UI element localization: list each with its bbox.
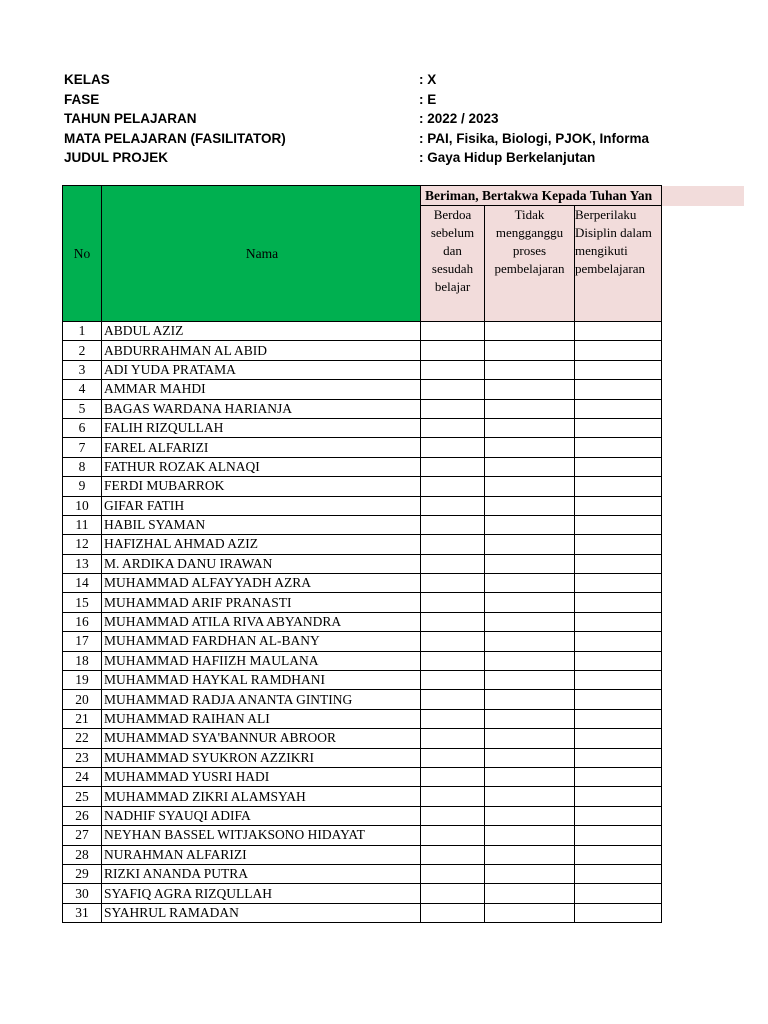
table-row [63, 671, 662, 690]
score-cell-berdoa[interactable] [421, 380, 485, 399]
score-cell-berdoa[interactable] [421, 845, 485, 864]
table-row [63, 515, 662, 534]
row-no: 6 [63, 418, 102, 437]
score-cell-berdoa[interactable] [421, 767, 485, 786]
score-cell-tidak-mengganggu[interactable] [485, 593, 575, 612]
table-row [63, 709, 662, 728]
score-cell-berdoa[interactable] [421, 574, 485, 593]
row-nama: MUHAMMAD RAIHAN ALI [102, 709, 421, 728]
score-cell-berdoa[interactable] [421, 748, 485, 767]
score-cell-disiplin[interactable] [575, 826, 662, 845]
row-no: 21 [63, 709, 102, 728]
table-row [63, 322, 662, 341]
score-cell-tidak-mengganggu[interactable] [485, 671, 575, 690]
score-cell-disiplin[interactable] [575, 612, 662, 631]
score-cell-tidak-mengganggu[interactable] [485, 612, 575, 631]
table-row [63, 496, 662, 515]
meta-judul-projek [64, 148, 768, 168]
row-nama: ADI YUDA PRATAMA [102, 360, 421, 379]
score-cell-disiplin[interactable] [575, 690, 662, 709]
row-no: 14 [63, 574, 102, 593]
score-cell-berdoa[interactable] [421, 690, 485, 709]
score-cell-disiplin[interactable] [575, 535, 662, 554]
table-row [63, 787, 662, 806]
score-cell-disiplin[interactable] [575, 515, 662, 534]
score-cell-tidak-mengganggu[interactable] [485, 360, 575, 379]
table-row [63, 574, 662, 593]
score-cell-disiplin[interactable] [575, 903, 662, 922]
score-cell-tidak-mengganggu[interactable] [485, 806, 575, 825]
score-cell-disiplin[interactable] [575, 399, 662, 418]
table-row [63, 748, 662, 767]
score-cell-tidak-mengganggu[interactable] [485, 457, 575, 476]
score-cell-tidak-mengganggu[interactable] [485, 845, 575, 864]
table-row [63, 341, 662, 360]
row-nama: FERDI MUBARROK [102, 477, 421, 496]
score-cell-berdoa[interactable] [421, 651, 485, 670]
header-no: No [63, 186, 102, 322]
row-no: 25 [63, 787, 102, 806]
score-cell-tidak-mengganggu[interactable] [485, 632, 575, 651]
row-no: 24 [63, 767, 102, 786]
header-group-beriman: Beriman, Bertakwa Kepada Tuhan Yan [421, 186, 662, 206]
row-nama: NURAHMAN ALFARIZI [102, 845, 421, 864]
meta-kelas [64, 70, 768, 90]
meta-label: KELAS [64, 72, 110, 87]
table-row [63, 651, 662, 670]
score-cell-tidak-mengganggu[interactable] [485, 322, 575, 341]
table-row [63, 593, 662, 612]
table-row [63, 767, 662, 786]
row-nama: GIFAR FATIH [102, 496, 421, 515]
score-cell-tidak-mengganggu[interactable] [485, 496, 575, 515]
score-cell-disiplin[interactable] [575, 477, 662, 496]
row-no: 9 [63, 477, 102, 496]
score-cell-disiplin[interactable] [575, 729, 662, 748]
row-nama: FALIH RIZQULLAH [102, 418, 421, 437]
score-cell-tidak-mengganggu[interactable] [485, 709, 575, 728]
row-nama: HAFIZHAL AHMAD AZIZ [102, 535, 421, 554]
row-nama: MUHAMMAD ATILA RIVA ABYANDRA [102, 612, 421, 631]
score-cell-berdoa[interactable] [421, 864, 485, 883]
table-row [63, 457, 662, 476]
score-cell-berdoa[interactable] [421, 399, 485, 418]
row-nama: M. ARDIKA DANU IRAWAN [102, 554, 421, 573]
student-rows [63, 322, 662, 923]
row-no: 17 [63, 632, 102, 651]
score-cell-disiplin[interactable] [575, 341, 662, 360]
row-nama: MUHAMMAD RADJA ANANTA GINTING [102, 690, 421, 709]
score-cell-berdoa[interactable] [421, 477, 485, 496]
score-cell-disiplin[interactable] [575, 864, 662, 883]
row-no: 3 [63, 360, 102, 379]
score-cell-berdoa[interactable] [421, 787, 485, 806]
score-cell-tidak-mengganggu[interactable] [485, 477, 575, 496]
row-no: 15 [63, 593, 102, 612]
score-cell-tidak-mengganggu[interactable] [485, 554, 575, 573]
header-sub-berdoa: Berdoa sebelum dan sesudah belajar [421, 206, 485, 322]
score-cell-disiplin[interactable] [575, 806, 662, 825]
row-nama: HABIL SYAMAN [102, 515, 421, 534]
row-no: 29 [63, 864, 102, 883]
table-row [63, 418, 662, 437]
score-cell-tidak-mengganggu[interactable] [485, 535, 575, 554]
row-no: 13 [63, 554, 102, 573]
score-cell-berdoa[interactable] [421, 884, 485, 903]
score-cell-berdoa[interactable] [421, 360, 485, 379]
score-cell-tidak-mengganggu[interactable] [485, 826, 575, 845]
row-nama: MUHAMMAD FARDHAN AL-BANY [102, 632, 421, 651]
table-row [63, 690, 662, 709]
row-no: 5 [63, 399, 102, 418]
row-no: 30 [63, 884, 102, 903]
header-sub-disiplin: Berperilaku Disiplin dalam mengikuti pembelajaran [575, 206, 662, 322]
row-no: 26 [63, 806, 102, 825]
score-cell-tidak-mengganggu[interactable] [485, 574, 575, 593]
row-no: 1 [63, 322, 102, 341]
row-no: 18 [63, 651, 102, 670]
table-row [63, 535, 662, 554]
row-no: 16 [63, 612, 102, 631]
score-cell-tidak-mengganggu[interactable] [485, 748, 575, 767]
score-cell-berdoa[interactable] [421, 729, 485, 748]
row-nama: ABDURRAHMAN AL ABID [102, 341, 421, 360]
score-cell-disiplin[interactable] [575, 496, 662, 515]
row-nama: SYAFIQ AGRA RIZQULLAH [102, 884, 421, 903]
meta-value: : 2022 / 2023 [419, 111, 499, 126]
score-cell-berdoa[interactable] [421, 438, 485, 457]
meta-label: JUDUL PROJEK [64, 150, 169, 165]
score-cell-disiplin[interactable] [575, 418, 662, 437]
score-cell-berdoa[interactable] [421, 457, 485, 476]
row-no: 12 [63, 535, 102, 554]
score-cell-disiplin[interactable] [575, 787, 662, 806]
row-nama: MUHAMMAD HAFIIZH MAULANA [102, 651, 421, 670]
row-no: 11 [63, 515, 102, 534]
score-cell-berdoa[interactable] [421, 322, 485, 341]
score-cell-berdoa[interactable] [421, 671, 485, 690]
table-row [63, 806, 662, 825]
score-cell-tidak-mengganggu[interactable] [485, 438, 575, 457]
row-no: 2 [63, 341, 102, 360]
score-cell-berdoa[interactable] [421, 593, 485, 612]
score-cell-berdoa[interactable] [421, 826, 485, 845]
score-cell-berdoa[interactable] [421, 806, 485, 825]
table-row [63, 864, 662, 883]
score-cell-tidak-mengganggu[interactable] [485, 418, 575, 437]
table-row [63, 554, 662, 573]
score-cell-tidak-mengganggu[interactable] [485, 864, 575, 883]
score-cell-disiplin[interactable] [575, 360, 662, 379]
score-cell-disiplin[interactable] [575, 767, 662, 786]
meta-fase [64, 90, 768, 110]
row-nama: MUHAMMAD HAYKAL RAMDHANI [102, 671, 421, 690]
row-nama: MUHAMMAD ZIKRI ALAMSYAH [102, 787, 421, 806]
table-row [63, 729, 662, 748]
row-nama: RIZKI ANANDA PUTRA [102, 864, 421, 883]
score-cell-disiplin[interactable] [575, 748, 662, 767]
score-cell-disiplin[interactable] [575, 709, 662, 728]
row-no: 4 [63, 380, 102, 399]
meta-label: FASE [64, 91, 100, 107]
score-cell-berdoa[interactable] [421, 632, 485, 651]
score-cell-disiplin[interactable] [575, 651, 662, 670]
score-cell-disiplin[interactable] [575, 380, 662, 399]
row-nama: FAREL ALFARIZI [102, 438, 421, 457]
score-cell-tidak-mengganggu[interactable] [485, 884, 575, 903]
meta-tahun-pelajaran [64, 109, 768, 129]
document-header [64, 70, 768, 170]
meta-mata-pelajaran [64, 129, 768, 149]
score-cell-disiplin[interactable] [575, 574, 662, 593]
score-cell-disiplin[interactable] [575, 322, 662, 341]
score-cell-disiplin[interactable] [575, 593, 662, 612]
score-cell-berdoa[interactable] [421, 612, 485, 631]
row-no: 7 [63, 438, 102, 457]
row-nama: MUHAMMAD YUSRI HADI [102, 767, 421, 786]
row-nama: AMMAR MAHDI [102, 380, 421, 399]
score-cell-berdoa[interactable] [421, 535, 485, 554]
table-row [63, 438, 662, 457]
meta-value: : X [419, 72, 437, 87]
row-no: 27 [63, 826, 102, 845]
score-cell-berdoa[interactable] [421, 341, 485, 360]
table-row [63, 632, 662, 651]
meta-value: : Gaya Hidup Berkelanjutan [419, 150, 596, 165]
table-row [63, 845, 662, 864]
table-row [63, 380, 662, 399]
row-nama: FATHUR ROZAK ALNAQI [102, 457, 421, 476]
score-cell-berdoa[interactable] [421, 554, 485, 573]
table-row [63, 826, 662, 845]
score-cell-berdoa[interactable] [421, 496, 485, 515]
table-row [63, 612, 662, 631]
row-nama: NADHIF SYAUQI ADIFA [102, 806, 421, 825]
table-row [63, 884, 662, 903]
row-nama: MUHAMMAD ALFAYYADH AZRA [102, 574, 421, 593]
table-row [63, 477, 662, 496]
score-cell-tidak-mengganggu[interactable] [485, 787, 575, 806]
score-cell-berdoa[interactable] [421, 709, 485, 728]
row-nama: SYAHRUL RAMADAN [102, 903, 421, 922]
score-cell-disiplin[interactable] [575, 671, 662, 690]
score-cell-tidak-mengganggu[interactable] [485, 651, 575, 670]
score-cell-tidak-mengganggu[interactable] [485, 903, 575, 922]
score-cell-disiplin[interactable] [575, 554, 662, 573]
score-cell-berdoa[interactable] [421, 418, 485, 437]
header-nama: Nama [102, 186, 421, 322]
row-nama: MUHAMMAD SYA'BANNUR ABROOR [102, 729, 421, 748]
row-no: 8 [63, 457, 102, 476]
score-cell-tidak-mengganggu[interactable] [485, 341, 575, 360]
table-row [63, 360, 662, 379]
score-cell-tidak-mengganggu[interactable] [485, 767, 575, 786]
score-cell-disiplin[interactable] [575, 884, 662, 903]
row-no: 28 [63, 845, 102, 864]
meta-value: : E [419, 91, 437, 107]
row-nama: MUHAMMAD ARIF PRANASTI [102, 593, 421, 612]
row-no: 10 [63, 496, 102, 515]
header-sub-tidak-mengganggu: Tidak mengganggu proses pembelajaran [485, 206, 575, 322]
row-nama: NEYHAN BASSEL WITJAKSONO HIDAYAT [102, 826, 421, 845]
score-cell-tidak-mengganggu[interactable] [485, 380, 575, 399]
table-row [63, 399, 662, 418]
row-nama: MUHAMMAD SYUKRON AZZIKRI [102, 748, 421, 767]
score-cell-disiplin[interactable] [575, 632, 662, 651]
score-cell-berdoa[interactable] [421, 515, 485, 534]
meta-label: MATA PELAJARAN (FASILITATOR) [64, 130, 286, 146]
score-cell-tidak-mengganggu[interactable] [485, 690, 575, 709]
row-no: 23 [63, 748, 102, 767]
score-cell-tidak-mengganggu[interactable] [485, 515, 575, 534]
row-nama: BAGAS WARDANA HARIANJA [102, 399, 421, 418]
score-cell-disiplin[interactable] [575, 438, 662, 457]
row-no: 20 [63, 690, 102, 709]
score-cell-tidak-mengganggu[interactable] [485, 729, 575, 748]
score-cell-disiplin[interactable] [575, 845, 662, 864]
meta-label: TAHUN PELAJARAN [64, 111, 197, 126]
score-cell-tidak-mengganggu[interactable] [485, 399, 575, 418]
score-cell-disiplin[interactable] [575, 457, 662, 476]
table-row [63, 903, 662, 922]
assessment-table [62, 185, 662, 923]
row-no: 31 [63, 903, 102, 922]
row-no: 22 [63, 729, 102, 748]
row-nama: ABDUL AZIZ [102, 322, 421, 341]
row-no: 19 [63, 671, 102, 690]
score-cell-berdoa[interactable] [421, 903, 485, 922]
group-header-overflow [660, 186, 744, 206]
meta-value: : PAI, Fisika, Biologi, PJOK, Informa [419, 130, 650, 146]
